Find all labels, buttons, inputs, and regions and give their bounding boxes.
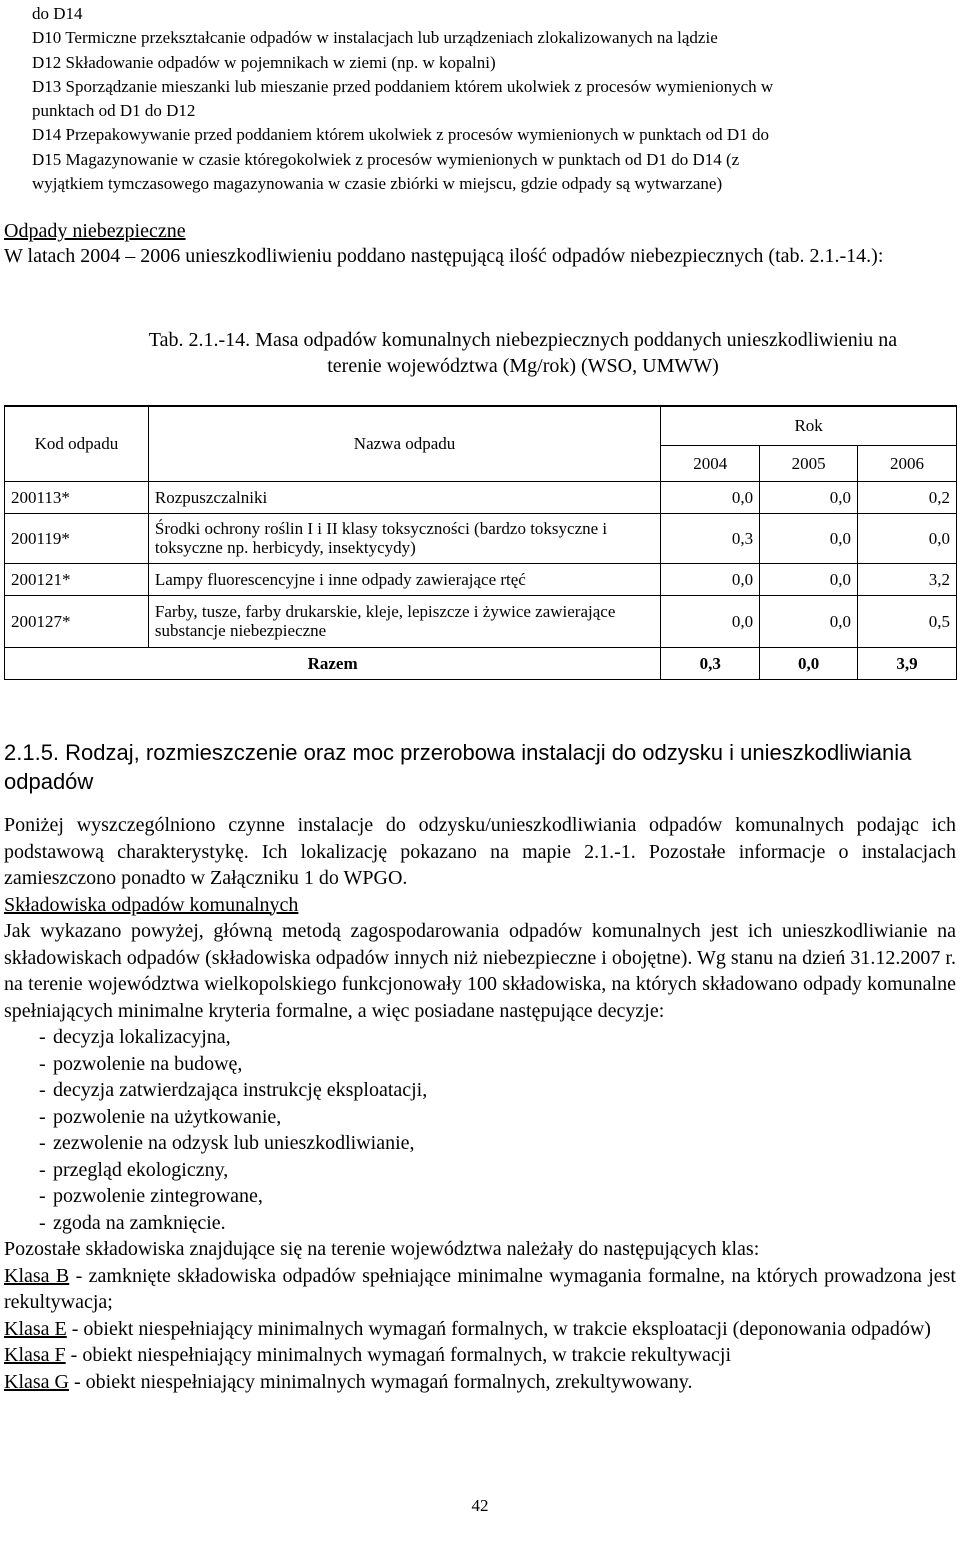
landfills-heading: Składowiska odpadów komunalnych xyxy=(4,893,299,916)
list-item xyxy=(4,1130,956,1157)
dash-bullet: - xyxy=(39,1105,46,1128)
dash-bullet: - xyxy=(39,1158,46,1181)
header-year-group: Rok xyxy=(661,406,957,445)
list-item xyxy=(4,1024,956,1051)
class-entry xyxy=(4,1342,956,1369)
total-row xyxy=(5,647,957,679)
landfills-paragraph: Jak wykazano powyżej, główną metodą zagospodarowania odpadów komunalnych jest ich unieszkodliwianie na składowiskach odpadów (składowiska odpadów innych niż niebezpieczne i obojętne). Wg stanu na dzień 31.12.2007 r. na terenie województwa wielkopolskiego funkcjonowały 100 składowiska, na których składowano odpady komunalne spełniających minimalne kryteria formalne, a więc posiadane następujące decyzje: xyxy=(4,920,956,1022)
hazardous-waste-table xyxy=(4,405,957,680)
cell-value: 0,0 xyxy=(760,595,858,647)
table-row xyxy=(5,563,957,595)
class-entry xyxy=(4,1316,956,1343)
list-line: D10 Termiczne przekształcanie odpadów w instalacjach lub urządzeniach zlokalizowanych na lądzie xyxy=(32,28,718,48)
table-row xyxy=(5,481,957,513)
cell-value: 3,2 xyxy=(858,563,957,595)
class-name: Klasa G xyxy=(4,1370,69,1393)
remaining-paragraph: Pozostałe składowiska znajdujące się na terenie województwa należały do następujących klas: xyxy=(4,1238,760,1260)
list-line: do D14 xyxy=(32,4,83,23)
cell-value: 0,0 xyxy=(661,481,760,513)
class-desc: - zamknięte składowiska odpadów spełniające minimalne wymagania formalne, na których prowadzona jest rekultywacja; xyxy=(4,1264,956,1313)
list-line: wyjątkiem tymczasowego magazynowania w czasie zbiórki w miejscu, gdzie odpady są wytwarzane) xyxy=(32,174,723,194)
hazardous-heading: Odpady niebezpieczne xyxy=(4,220,186,242)
section-body xyxy=(4,812,956,1395)
header-year: 2006 xyxy=(858,445,957,481)
class-desc: - obiekt niespełniający minimalnych wymagań formalnych, w trakcie eksploatacji (deponowania odpadów) xyxy=(66,1317,931,1340)
list-item-text: pozwolenie na użytkowanie, xyxy=(53,1105,282,1128)
list-line: D13 Sporządzanie mieszanki lub mieszanie przed poddaniem którem ukolwiek z procesów wymienionych w xyxy=(32,76,774,96)
list-item-text: zgoda na zamknięcie. xyxy=(53,1211,226,1234)
list-item-text: zezwolenie na odzysk lub unieszkodliwianie, xyxy=(53,1132,415,1154)
cell-name: Rozpuszczalniki xyxy=(148,481,660,513)
table-row xyxy=(5,595,957,647)
cell-name: Środki ochrony roślin I i II klasy toksyczności (bardzo toksyczne i toksyczne np. herbicydy, insektycydy) xyxy=(148,513,660,563)
total-value: 3,9 xyxy=(858,647,957,679)
list-item xyxy=(4,1157,956,1184)
list-item-text: decyzja zatwierdzająca instrukcję eksploatacji, xyxy=(53,1079,428,1101)
header-code: Kod odpadu xyxy=(5,406,149,481)
hazardous-waste-section xyxy=(4,219,956,269)
list-item xyxy=(4,1104,956,1131)
class-name: Klasa B xyxy=(4,1264,70,1287)
list-item-text: decyzja lokalizacyjna, xyxy=(53,1026,231,1048)
dash-bullet: - xyxy=(39,1026,46,1048)
list-item xyxy=(4,1077,956,1104)
class-name: Klasa F xyxy=(4,1344,66,1366)
cell-code: 200119* xyxy=(5,513,149,563)
list-item-text: pozwolenie na budowę, xyxy=(53,1052,243,1075)
cell-value: 0,0 xyxy=(661,563,760,595)
list-line: D12 Składowanie odpadów w pojemnikach w ziemi (np. w kopalni) xyxy=(32,52,496,72)
dash-bullet: - xyxy=(39,1211,46,1234)
cell-value: 0,0 xyxy=(760,563,858,595)
list-item-text: pozwolenie zintegrowane, xyxy=(53,1185,263,1207)
cell-name: Farby, tusze, farby drukarskie, kleje, lepiszcze i żywice zawierające substancje niebezpieczne xyxy=(148,595,660,647)
dash-bullet: - xyxy=(39,1079,46,1101)
total-label: Razem xyxy=(5,647,661,679)
dash-bullet: - xyxy=(39,1185,46,1207)
decisions-list xyxy=(4,1024,956,1236)
list-item xyxy=(4,1051,956,1078)
table-caption xyxy=(90,327,956,379)
header-year: 2004 xyxy=(661,445,760,481)
list-item xyxy=(4,1183,956,1210)
caption-line: Tab. 2.1.-14. Masa odpadów komunalnych niebezpiecznych poddanych unieszkodliwieniu na xyxy=(148,329,898,351)
cell-value: 0,2 xyxy=(858,481,957,513)
list-item xyxy=(4,1210,956,1237)
list-item-text: przegląd ekologiczny, xyxy=(53,1158,229,1181)
header-name: Nazwa odpadu xyxy=(148,406,660,481)
cell-value: 0,0 xyxy=(858,513,957,563)
caption-line: terenie województwa (Mg/rok) (WSO, UMWW) xyxy=(327,355,719,377)
dash-bullet: - xyxy=(39,1132,46,1154)
dash-bullet: - xyxy=(39,1052,46,1075)
total-value: 0,0 xyxy=(760,647,858,679)
list-line: D14 Przepakowywanie przed poddaniem którem ukolwiek z procesów wymienionych w punktach od D1 do xyxy=(32,125,769,145)
cell-value: 0,5 xyxy=(858,595,957,647)
class-entry xyxy=(4,1369,956,1396)
cell-code: 200127* xyxy=(5,595,149,647)
cell-code: 200121* xyxy=(5,563,149,595)
cell-code: 200113* xyxy=(5,481,149,513)
section-heading: 2.1.5. Rodzaj, rozmieszczenie oraz moc przerobowa instalacji do odzysku i unieszkodliwiania odpadów xyxy=(4,740,912,794)
cell-name: Lampy fluorescencyjne i inne odpady zawierające rtęć xyxy=(148,563,660,595)
disposal-process-list xyxy=(32,2,932,196)
class-name: Klasa E xyxy=(4,1317,67,1340)
cell-value: 0,0 xyxy=(661,595,760,647)
total-value: 0,3 xyxy=(661,647,760,679)
page-number: 42 xyxy=(471,1496,489,1515)
intro-paragraph: Poniżej wyszczególniono czynne instalacje do odzysku/unieszkodliwiania odpadów komunalnych podając ich podstawową charakterystykę. Ich lokalizację pokazano na mapie 2.1.-1. Pozostałe informacje o instalacjach zamieszczono ponadto w Załączniku 1 do WPGO. xyxy=(4,814,956,889)
class-desc: - obiekt niespełniający minimalnych wymagań formalnych, w trakcie rekultywacji xyxy=(65,1344,732,1366)
list-line: D15 Magazynowanie w czasie któregokolwiek z procesów wymienionych w punktach od D1 do D14 (z xyxy=(32,149,740,169)
header-year: 2005 xyxy=(760,445,858,481)
cell-value: 0,3 xyxy=(661,513,760,563)
cell-value: 0,0 xyxy=(760,481,858,513)
list-line: punktach od D1 do D12 xyxy=(32,101,196,121)
hazardous-text: W latach 2004 – 2006 unieszkodliwieniu poddano następującą ilość odpadów niebezpiecznych (tab. 2.1.-14.): xyxy=(4,245,884,267)
class-desc: - obiekt niespełniający minimalnych wymagań formalnych, zrekultywowany. xyxy=(68,1370,693,1393)
table-row xyxy=(5,513,957,563)
cell-value: 0,0 xyxy=(760,513,858,563)
class-entry xyxy=(4,1263,956,1316)
